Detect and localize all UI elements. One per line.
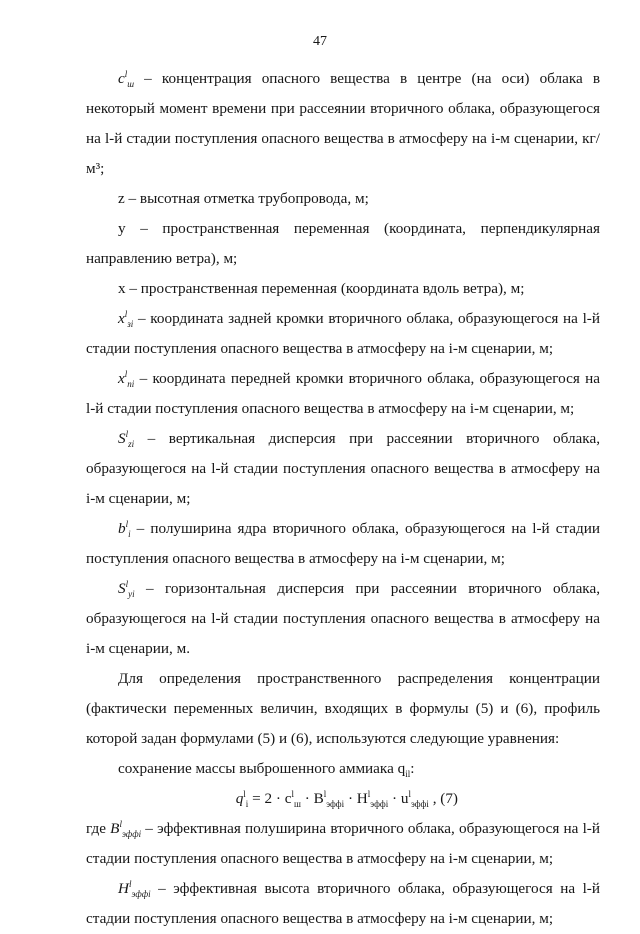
definition-y: у – пространственная переменная (координата, перпендикулярная направлению ветра), м; bbox=[86, 220, 600, 267]
document-body bbox=[86, 64, 600, 934]
definition-s-y: $S^l_{yi}$ – горизонтальная дисперсия при рассеянии вторичного облака, образующегося на l-й стадии поступления опасного вещества в атмосферу на i-м сценарии, м. bbox=[86, 578, 600, 657]
symbol: $S^l_{yi}$ bbox=[118, 578, 135, 600]
formula-7: $q^l_i = 2 \cdot c^l_ш \cdot B^l_{эффi} \cdot H^l_{эффi} \cdot u^l_{эффi}$ , (7) bbox=[235, 788, 458, 810]
symbol: $b^l_i$ bbox=[118, 518, 131, 540]
definition-x-rear: $x^l_{зi}$ – координата задней кромки вторичного облака, образующегося на l-й стадии поступления опасного вещества в атмосферу на i-м сценарии, м; bbox=[86, 308, 600, 357]
symbol: $S^l_{zi}$ bbox=[118, 428, 135, 450]
symbol: $x^l_{зi}$ bbox=[118, 308, 134, 330]
definition-b: $b^l_i$ – полуширина ядра вторичного облака, образующегося на l-й стадии поступления опасного вещества в атмосферу на i-м сценарии, м; bbox=[86, 518, 600, 567]
mass-conservation-label: сохранение массы выброшенного аммиака $q_{il}$: bbox=[118, 760, 415, 780]
symbol: $c^l_ш$ bbox=[118, 68, 135, 90]
definition-z: z – высотная отметка трубопровода, м; bbox=[118, 190, 369, 207]
symbol: $B^l_{эффi}$ bbox=[110, 818, 142, 840]
definition-h-eff: $H^l_{эффi}$ – эффективная высота вторичного облака, образующегося на l-й стадии поступления опасного вещества в атмосферу на i-м сценарии, м; bbox=[86, 878, 600, 927]
definition-x: х – пространственная переменная (координата вдоль ветра), м; bbox=[118, 280, 525, 297]
definition-b-eff: где $B^l_{эффi}$ – эффективная полуширина вторичного облака, образующегося на l-й стадии поступления опасного вещества в атмосферу на i-м сценарии, м; bbox=[86, 818, 600, 867]
definition-x-front: $x^l_{пi}$ – координата передней кромки вторичного облака, образующегося на l-й стадии поступления опасного вещества в атмосферу на i-м сценарии, м; bbox=[86, 368, 600, 417]
symbol: $H^l_{эффi}$ bbox=[118, 878, 151, 900]
definition-c: $c^l_ш$ – концентрация опасного вещества в центре (на оси) облака в некоторый момент времени при рассеянии вторичного облака, образующегося на l-й стадии поступления опасного вещества в атмосферу на i-м сценарии, кг/м³; bbox=[86, 68, 600, 177]
definition-s-z: $S^l_{zi}$ – вертикальная дисперсия при рассеянии вторичного облака, образующегося на l-й стадии поступления опасного вещества в атмосферу на i-м сценарии, м; bbox=[86, 428, 600, 507]
equations-intro: Для определения пространственного распределения концентрации (фактически переменных величин, входящих в формулы (5) и (6), профиль которой задан формулами (5) и (6), используются следующие уравнения: bbox=[86, 670, 600, 747]
page-number: 47 bbox=[313, 34, 327, 49]
symbol: $x^l_{пi}$ bbox=[118, 368, 135, 390]
